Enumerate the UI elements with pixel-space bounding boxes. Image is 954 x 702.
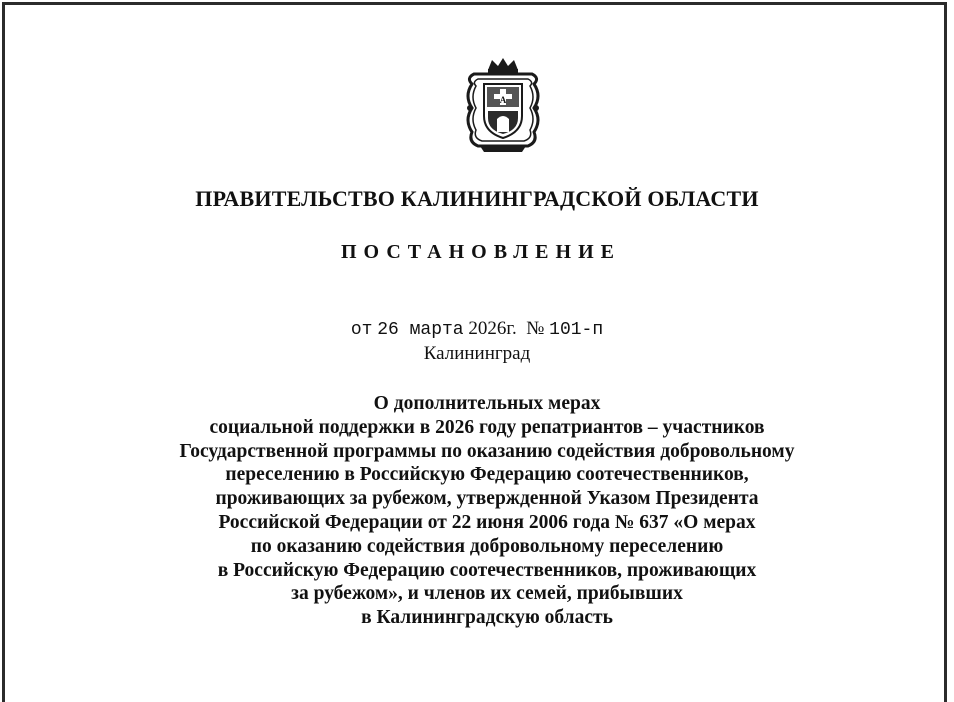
document-type-heading: ПОСТАНОВЛЕНИЕ	[341, 241, 621, 263]
title-line: Государственной программы по оказанию содействия добровольному	[179, 440, 795, 462]
coat-of-arms-icon	[458, 56, 548, 156]
title-line: социальной поддержки в 2026 году репатриантов – участников	[209, 416, 765, 438]
date-value: 26 марта	[377, 320, 464, 340]
date-number-line	[0, 318, 954, 340]
number-sign: №	[526, 318, 545, 339]
date-prefix: от	[350, 320, 373, 340]
date-year: 2026	[468, 318, 507, 339]
organization-title: ПРАВИТЕЛЬСТВО КАЛИНИНГРАДСКОЙ ОБЛАСТИ	[195, 186, 759, 211]
document-title	[130, 392, 844, 630]
title-line: переселению в Российскую Федерацию соотечественников,	[225, 464, 749, 486]
title-line: по оказанию содействия добровольному переселению	[250, 535, 724, 557]
title-line: за рубежом», и членов их семей, прибывших	[291, 583, 683, 605]
title-line: в Калининградскую область	[361, 607, 613, 629]
title-line: О дополнительных мерах	[373, 393, 601, 414]
place-of-issue: Калининград	[423, 343, 531, 364]
document-number: 101-п	[549, 320, 604, 340]
svg-text:A: A	[499, 95, 507, 105]
title-line: проживающих за рубежом, утвержденной Указом Президента	[215, 488, 759, 510]
date-year-suffix: г.	[506, 318, 517, 339]
title-line: в Российскую Федерацию соотечественников, проживающих	[217, 559, 757, 581]
title-line: Российской Федерации от 22 июня 2006 года № 637 «О мерах	[218, 511, 756, 533]
